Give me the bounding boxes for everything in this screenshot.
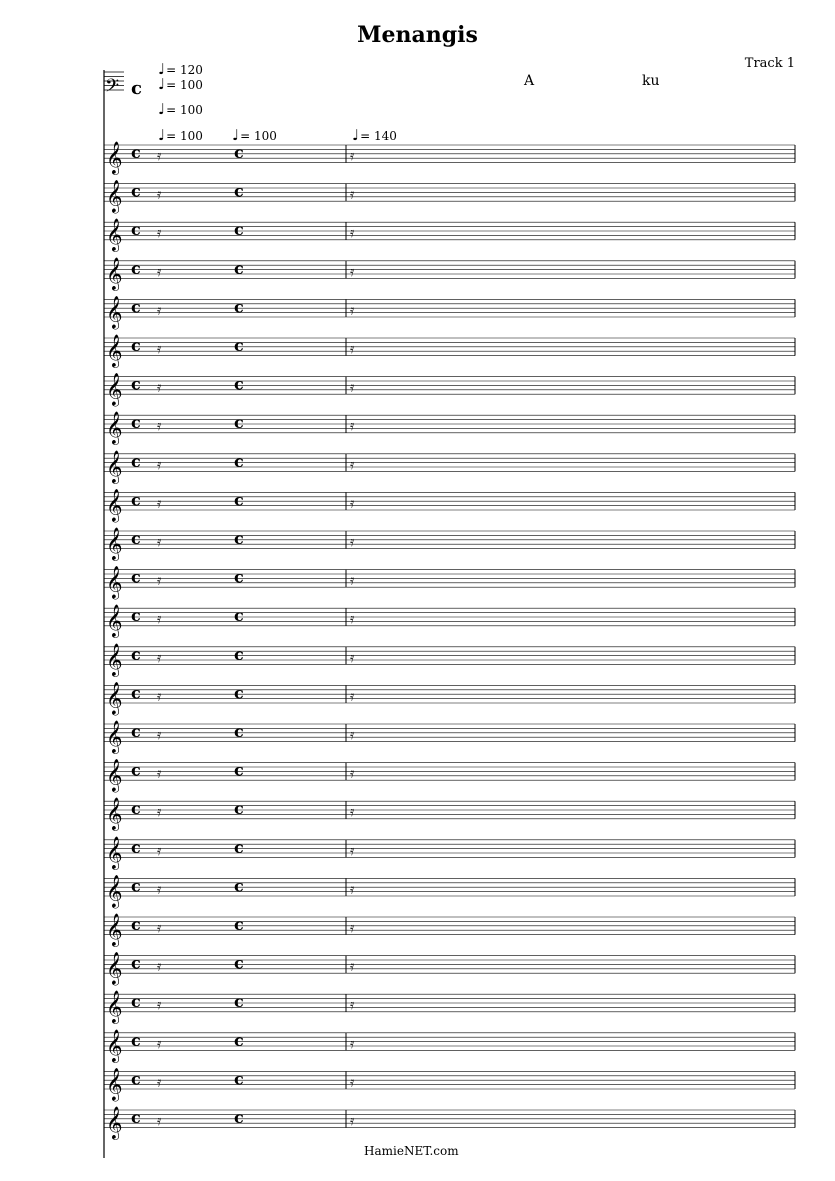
rest-icon: 𝄿	[350, 186, 355, 203]
rest-icon: 𝄿	[350, 495, 355, 512]
time-signature: c	[131, 799, 141, 819]
time-signature: c	[131, 567, 141, 587]
rest-icon: 𝄿	[157, 765, 162, 782]
time-signature: c	[234, 413, 244, 433]
track-label: Track 1	[744, 56, 795, 71]
quarter-note-icon: ♩	[158, 126, 166, 144]
time-signature: c	[131, 760, 141, 780]
rest-icon: 𝄿	[350, 534, 355, 550]
tempo-mark-1: ♩= 120	[158, 60, 203, 78]
treble-clef-icon: 𝄞	[106, 758, 123, 792]
time-signature: c	[131, 1030, 141, 1050]
time-signature: c	[131, 220, 141, 240]
rest-icon: 𝄿	[350, 341, 355, 357]
treble-clef-icon: 𝄞	[106, 797, 123, 831]
time-signature: c	[131, 1108, 141, 1127]
rest-icon: 𝄿	[350, 456, 355, 473]
bass-clef-icon: 𝄢	[105, 76, 120, 101]
rest-icon: 𝄿	[157, 1074, 162, 1091]
rest-icon: 𝄿	[350, 881, 355, 898]
time-signature: c	[234, 220, 244, 240]
time-signature: c	[131, 876, 141, 896]
tempo-mark-4: ♩= 100	[158, 126, 203, 144]
treble-clef-icon: 𝄞	[106, 411, 123, 445]
time-signature: c	[234, 297, 244, 317]
rest-icon: 𝄿	[157, 263, 162, 280]
time-signature: c	[234, 181, 244, 201]
treble-clef-icon: 𝄞	[106, 1106, 123, 1139]
rest-icon: 𝄿	[350, 263, 355, 280]
rest-icon: 𝄿	[350, 1113, 355, 1129]
rest-icon: 𝄿	[157, 456, 162, 473]
rest-icon: 𝄿	[157, 572, 162, 589]
lyric-syllable-1: A	[524, 73, 535, 89]
quarter-note-icon: ♩	[352, 126, 360, 144]
treble-clef-icon: 𝄞	[106, 720, 123, 753]
treble-clef-icon: 𝄞	[106, 334, 123, 367]
rest-icon: 𝄿	[157, 302, 162, 319]
rest-icon: 𝄿	[157, 842, 162, 859]
time-signature: c	[131, 683, 141, 703]
time-signature: c	[234, 143, 244, 162]
time-signature: c	[131, 915, 141, 934]
time-signature: c	[234, 722, 244, 741]
rest-icon: 𝄿	[350, 1035, 355, 1052]
time-signature: c	[131, 413, 141, 433]
rest-icon: 𝄿	[350, 611, 355, 628]
time-signature: c	[234, 683, 244, 703]
treble-clef-icon: 𝄞	[106, 218, 123, 252]
time-signature: c	[234, 644, 244, 664]
rest-icon: 𝄿	[157, 997, 162, 1014]
quarter-note-icon: ♩	[158, 100, 166, 118]
treble-clef-icon: 𝄞	[106, 835, 123, 869]
time-signature: c	[234, 529, 244, 548]
time-signature: c	[234, 760, 244, 780]
rest-icon: 𝄿	[157, 341, 162, 357]
time-signature: c	[131, 181, 141, 201]
time-signature: c	[234, 336, 244, 355]
rest-icon: 𝄿	[350, 842, 355, 859]
time-signature: c	[234, 490, 244, 510]
treble-clef-icon: 𝄞	[106, 449, 123, 483]
treble-clef-icon: 𝄞	[106, 565, 123, 599]
treble-clef-icon: 𝄞	[106, 295, 123, 329]
rest-icon: 𝄿	[157, 727, 162, 743]
tempo-mark-2: ♩= 100	[158, 75, 203, 93]
quarter-note-icon: ♩	[232, 126, 240, 144]
rest-icon: 𝄿	[350, 997, 355, 1014]
treble-clef-icon: 𝄞	[106, 990, 123, 1024]
tempo-mark-6: ♩= 140	[352, 126, 397, 144]
rest-icon: 𝄿	[157, 379, 162, 396]
treble-clef-icon: 𝄞	[106, 642, 123, 676]
time-signature: c	[131, 837, 141, 857]
time-signature: c	[131, 490, 141, 510]
time-signature: c	[131, 258, 141, 278]
rest-icon: 𝄿	[157, 920, 162, 936]
treble-clef-icon: 𝄞	[106, 874, 123, 908]
rest-icon: 𝄿	[350, 418, 355, 435]
time-signature: c	[131, 78, 142, 99]
treble-clef-icon: 𝄞	[106, 1067, 123, 1101]
time-signature: c	[131, 529, 141, 548]
time-signature: c	[234, 1069, 244, 1089]
time-signature: c	[131, 451, 141, 471]
rest-icon: 𝄿	[350, 302, 355, 319]
time-signature: c	[234, 451, 244, 471]
rest-icon: 𝄿	[157, 611, 162, 628]
time-signature: c	[131, 1069, 141, 1089]
quarter-note-icon: ♩	[158, 75, 166, 93]
rest-icon: 𝄿	[157, 495, 162, 512]
time-signature: c	[131, 722, 141, 741]
rest-icon: 𝄿	[157, 186, 162, 203]
rest-icon: 𝄿	[157, 1035, 162, 1052]
time-signature: c	[234, 374, 244, 394]
treble-clef-icon: 𝄞	[106, 951, 123, 985]
time-signature: c	[234, 606, 244, 626]
time-signature: c	[234, 953, 244, 973]
treble-clef-icon: 𝄞	[106, 256, 123, 290]
time-signature: c	[131, 644, 141, 664]
treble-clef-icon: 𝄞	[106, 179, 123, 213]
rest-icon: 𝄿	[350, 379, 355, 396]
rest-icon: 𝄿	[350, 649, 355, 666]
time-signature: c	[131, 143, 141, 162]
rest-icon: 𝄿	[350, 148, 355, 164]
rest-icon: 𝄿	[157, 958, 162, 975]
footer-credit: HamieNET.com	[364, 1144, 459, 1158]
treble-clef-icon: 𝄞	[106, 604, 123, 638]
time-signature: c	[234, 258, 244, 278]
rest-icon: 𝄿	[157, 534, 162, 550]
rest-icon: 𝄿	[157, 148, 162, 164]
time-signature: c	[234, 1030, 244, 1050]
rest-icon: 𝄿	[350, 688, 355, 705]
time-signature: c	[234, 876, 244, 896]
treble-clef-icon: 𝄞	[106, 372, 123, 406]
rest-icon: 𝄿	[350, 727, 355, 743]
treble-clef-icon: 𝄞	[106, 913, 123, 946]
rest-icon: 𝄿	[350, 958, 355, 975]
rest-icon: 𝄿	[350, 572, 355, 589]
rest-icon: 𝄿	[157, 688, 162, 705]
time-signature: c	[131, 336, 141, 355]
rest-icon: 𝄿	[350, 920, 355, 936]
time-signature: c	[234, 799, 244, 819]
score-title: Menangis	[357, 22, 478, 48]
rest-icon: 𝄿	[157, 804, 162, 821]
time-signature: c	[234, 992, 244, 1012]
treble-clef-icon: 𝄞	[106, 527, 123, 560]
treble-clef-icon: 𝄞	[106, 141, 123, 174]
time-signature: c	[131, 606, 141, 626]
rest-icon: 𝄿	[350, 765, 355, 782]
time-signature: c	[131, 953, 141, 973]
rest-icon: 𝄿	[350, 804, 355, 821]
rest-icon: 𝄿	[350, 1074, 355, 1091]
tempo-mark-5: ♩= 100	[232, 126, 277, 144]
rest-icon: 𝄿	[157, 225, 162, 242]
rest-icon: 𝄿	[157, 418, 162, 435]
time-signature: c	[131, 992, 141, 1012]
time-signature: c	[234, 1108, 244, 1127]
treble-clef-icon: 𝄞	[106, 681, 123, 715]
time-signature: c	[234, 837, 244, 857]
time-signature: c	[131, 297, 141, 317]
rest-icon: 𝄿	[157, 1113, 162, 1129]
tempo-mark-3: ♩= 100	[158, 100, 203, 118]
time-signature: c	[131, 374, 141, 394]
rest-icon: 𝄿	[157, 649, 162, 666]
treble-clef-icon: 𝄞	[106, 1028, 123, 1062]
quarter-note-icon: ♩	[158, 60, 166, 78]
rest-icon: 𝄿	[350, 225, 355, 242]
rest-icon: 𝄿	[157, 881, 162, 898]
time-signature: c	[234, 567, 244, 587]
treble-clef-icon: 𝄞	[106, 488, 123, 522]
lyric-syllable-2: ku	[642, 73, 660, 89]
time-signature: c	[234, 915, 244, 934]
